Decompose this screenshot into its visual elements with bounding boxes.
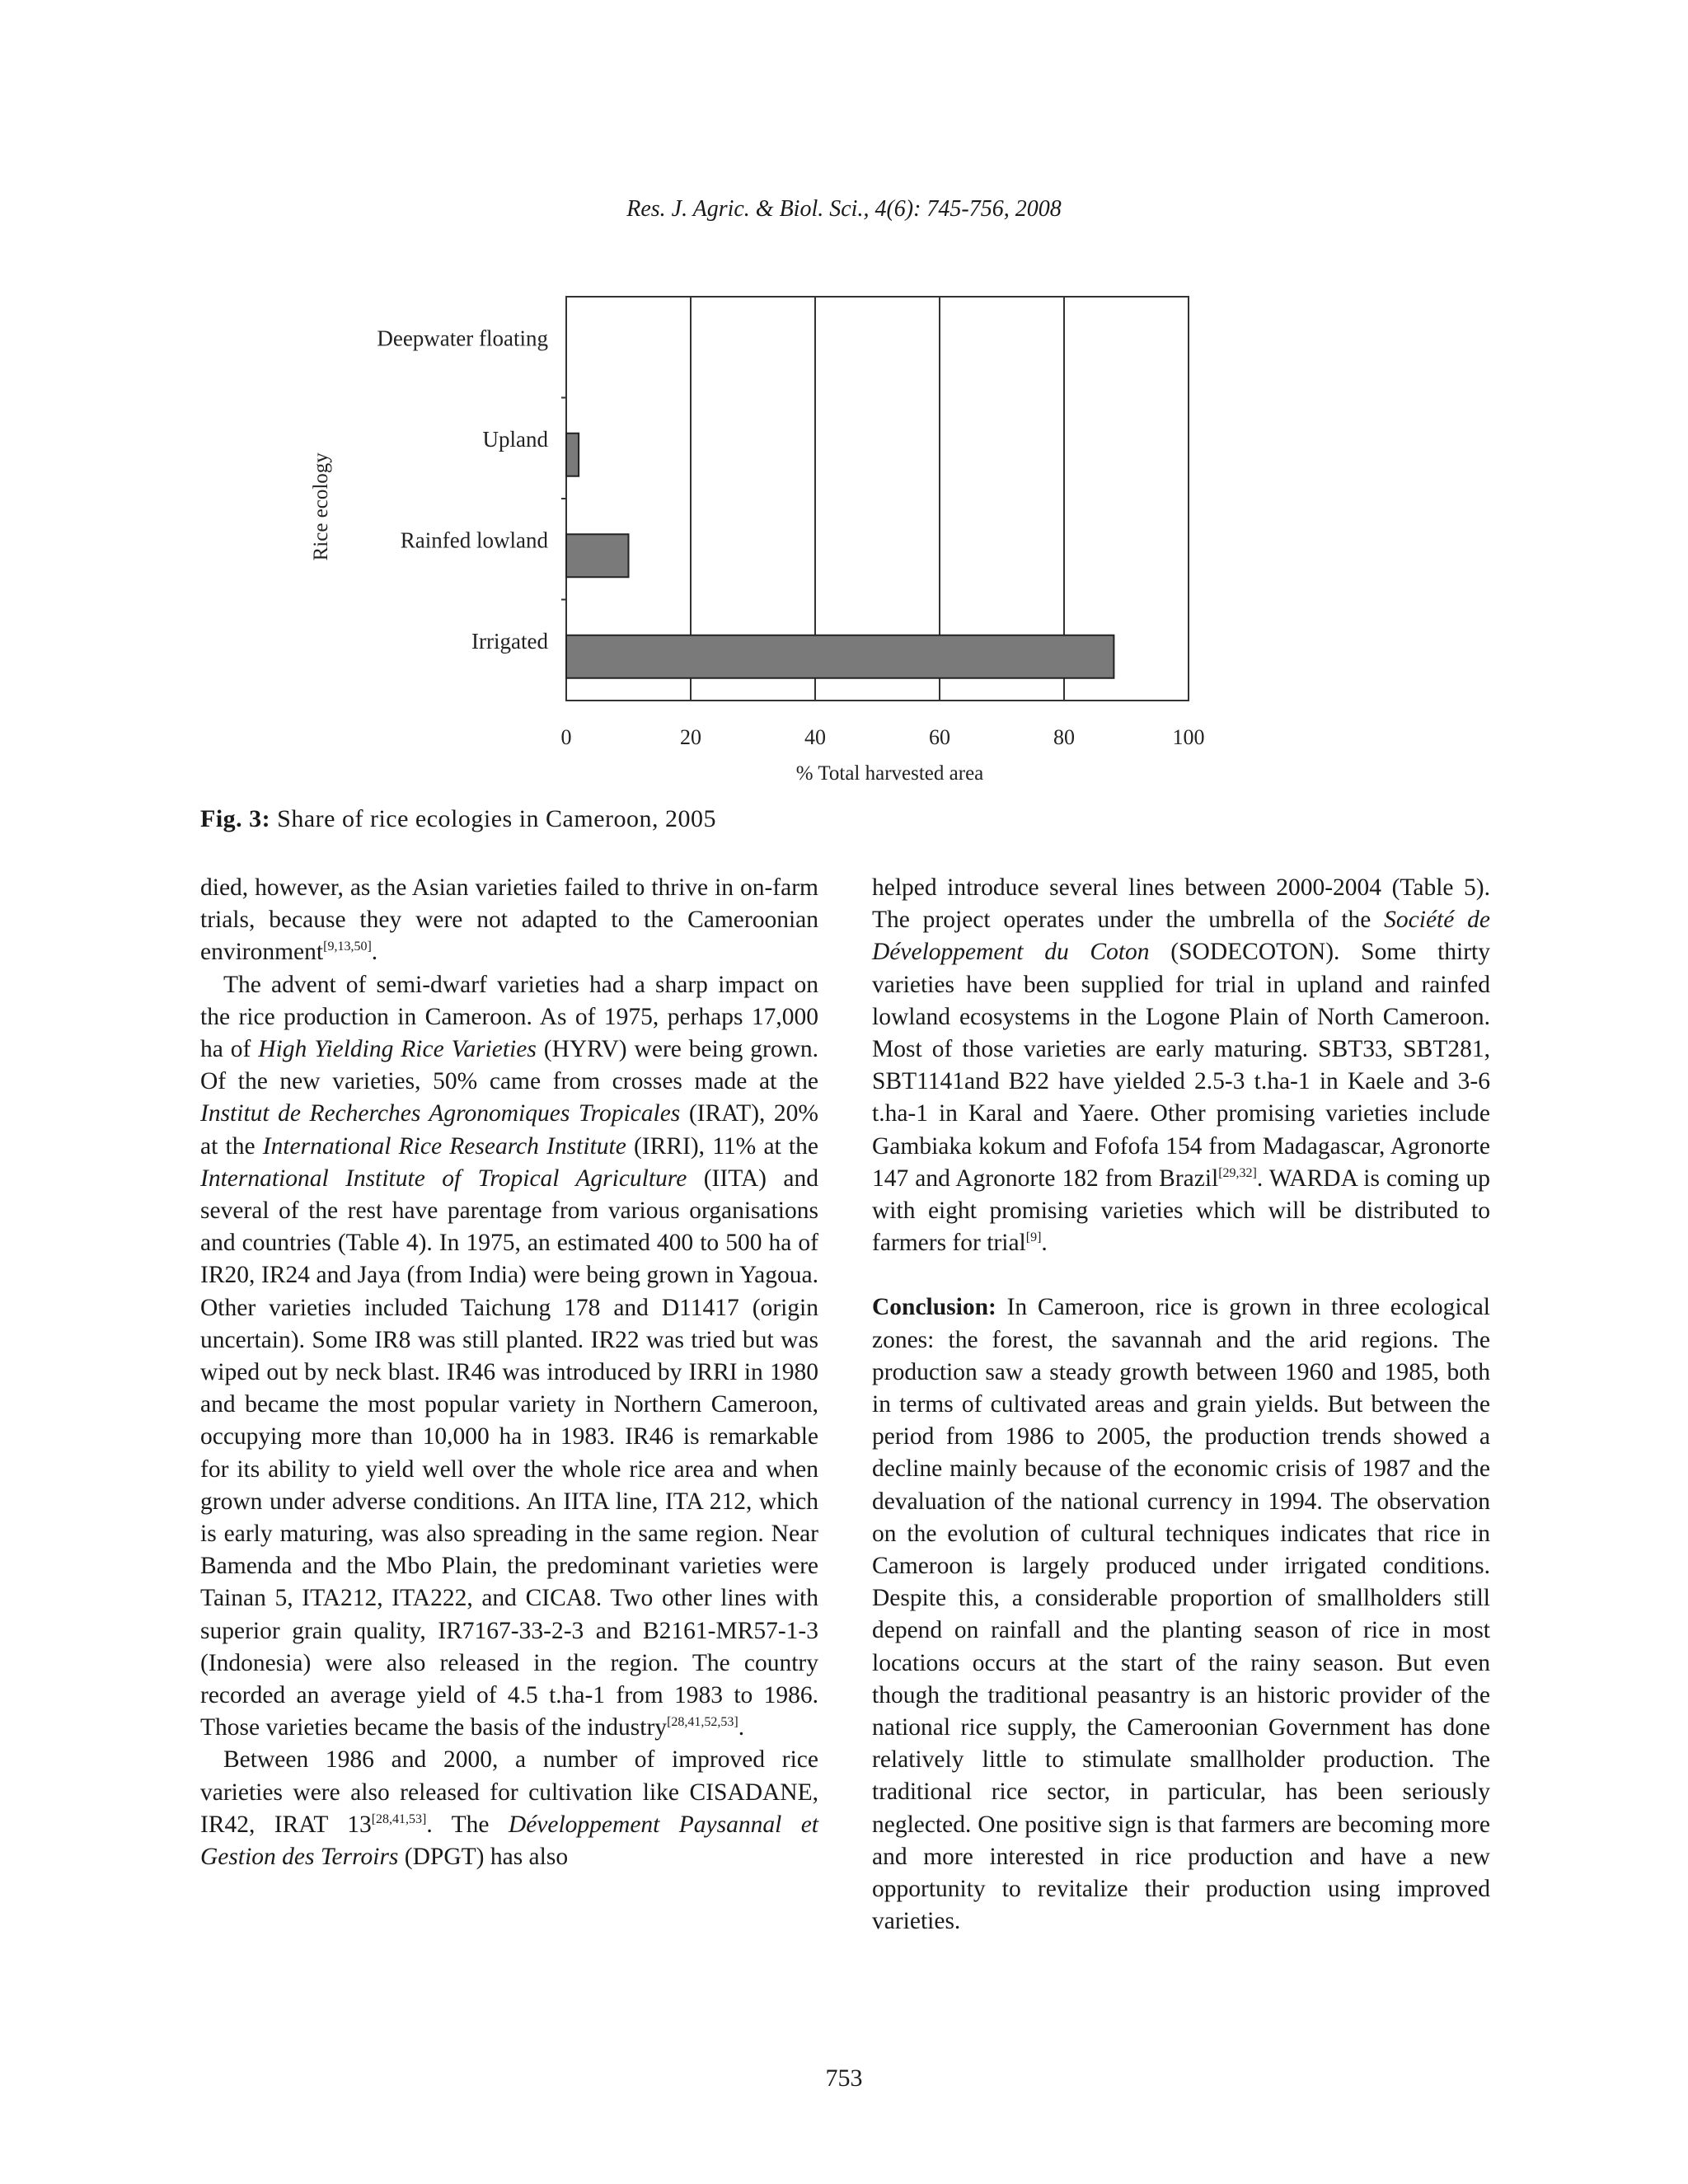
caption-label: Fig. 3: [200,805,271,832]
bar [566,534,629,577]
text-run: (IRRI), 11% at the [626,1132,818,1160]
x-tick-label: 0 [560,725,572,749]
x-axis-label: % Total harvested area [795,762,984,785]
category-label: Upland [482,426,548,452]
paragraph [200,969,818,1745]
category-label: Rainfed lowland [400,527,548,553]
text-run: (DPGT) has also [398,1844,569,1871]
italic-term: International Institute of Tropical Agriculture [200,1165,687,1192]
text-run: helped introduce several lines between 2000-2004 (Table 5). The project operates under the umbrella of the [872,874,1490,934]
text-run: (IITA) and several of the rest have parentage from various organisations and countries (Table 4). In 1975, an estimated 400 to 500 ha of IR20, IR24 and Jaya (from India) were being grown in Yagoua. Other varieties included Taichung 178 and D11417 (origin uncertain). Some IR8 was still planted. IR22 was tried but was wiped out by neck blast. IR46 was introduced by IRRI in 1980 and became the most popular variety in Northern Cameroon, occupying more than 10,000 ha in 1983. IR46 is remarkable for its ability to yield well over the whole rice area and when grown under adverse conditions. An IITA line, ITA 212, which is early maturing, was also spreading in the same region. Near Bamenda and the Mbo Plain, the predominant varieties were Tainan 5, ITA212, ITA222, and CICA8. Two other lines with superior grain quality, IR7167-33-2-3 and B2161-MR57-1-3 (Indonesia) were also released in the region. The country recorded an average yield of 4.5 t.ha-1 from 1983 to 1986. Those varieties became the basis of the industry [200,1165,818,1741]
conclusion-paragraph [872,1291,1490,1938]
text-run: (SODECOTON). Some thirty varieties have been supplied for trial in upland and rainfed lowland ecosystems in the Logone Plain of North Cameroon. Most of those varieties are early maturing. SBT33, SBT281, SBT1141and B22 have yielded 2.5-3 t.ha-1 in Kaele and 3-6 t.ha-1 in Karal and Yaere. Other promising varieties include Gambiaka kokum and Fofofa 154 from Madagascar, Agronorte 147 and Agronorte 182 from Brazil [872,939,1490,1192]
x-tick-label: 20 [680,725,701,749]
caption-text: Share of rice ecologies in Cameroon, 2005 [270,805,716,832]
italic-term: Institut de Recherches Agronomiques Tropicales [200,1100,681,1127]
category-label: Irrigated [471,628,548,654]
citation: [9,13,50] [323,940,372,954]
category-label: Deepwater floating [377,326,548,351]
journal-header: Res. J. Agric. & Biol. Sci., 4(6): 745-756, 2008 [626,196,1062,222]
bar [566,635,1114,678]
x-tick-label: 60 [929,725,950,749]
page-number: 753 [825,2064,863,2092]
figure-caption [200,805,716,833]
y-axis-label: Rice ecology [310,452,332,561]
text-run: . [1041,1230,1048,1257]
text-run: died, however, as the Asian varieties failed to thrive in on-farm trials, because they were not adapted to the Cameroonian environment [200,874,818,966]
paragraph [200,872,818,969]
paragraph [200,1744,818,1873]
italic-term: International Rice Research Institute [262,1132,626,1160]
text-run: (IRAT), 20% at the [200,1100,818,1160]
italic-term: High Yielding Rice Varieties [258,1036,537,1063]
x-tick-label: 40 [804,725,826,749]
bar-chart [297,284,1236,799]
text-run: . [738,1714,745,1741]
text-run: (HYRV) were being grown. Of the new varieties, 50% came from crosses made at the [200,1036,818,1095]
x-tick-label: 80 [1053,725,1075,749]
x-tick-label: 100 [1172,725,1205,749]
citation: [29,32] [1218,1166,1257,1180]
figure-3 [297,284,1236,799]
text-run: In Cameroon, rice is grown in three ecological zones: the forest, the savannah and the arid regions. The production saw a steady growth between 1960 and 1985, both in terms of cultivated areas and grain yields. But between the period from 1986 to 2005, the production trends showed a decline mainly because of the economic crisis of 1987 and the devaluation of the national currency in 1994. The observation on the evolution of cultural techniques indicates that rice in Cameroon is largely produced under irrigated conditions. Despite this, a considerable proportion of smallholders still depend on rainfall and the planting season of rice in most locations occurs at the start of the rainy season. But even though the traditional peasantry is an historic provider of the national rice supply, the Cameroonian Government has done relatively little to stimulate smallholder production. The traditional rice sector, in particular, has been seriously neglected. One positive sign is that farmers are becoming more and more interested in rice production and have a new opportunity to revitalize their production using improved varieties. [872,1294,1490,1935]
citation: [28,41,52,53] [667,1715,738,1730]
left-column [200,872,818,1873]
italic-term: Développement Paysannal et Gestion des Terroirs [200,1811,818,1871]
text-run: . WARDA is coming up with eight promising varieties which will be distributed to farmers for trial [872,1165,1490,1257]
italic-term: Société de Développement du Coton [872,907,1490,966]
bar [566,434,579,476]
citation: [28,41,53] [371,1812,427,1827]
text-run: Between 1986 and 2000, a number of improved rice varieties were also released for cultivation like CISADANE, IR42, IRAT 13 [200,1746,818,1838]
conclusion-heading: Conclusion: [872,1294,996,1321]
text-run: . [371,939,378,966]
text-run: The advent of semi-dwarf varieties had a sharp impact on the rice production in Cameroon. As of 1975, perhaps 17,000 ha of [200,971,818,1063]
citation: [9] [1025,1230,1042,1245]
right-column [872,872,1490,1938]
paragraph [872,872,1490,1259]
text-run: . The [426,1811,509,1838]
